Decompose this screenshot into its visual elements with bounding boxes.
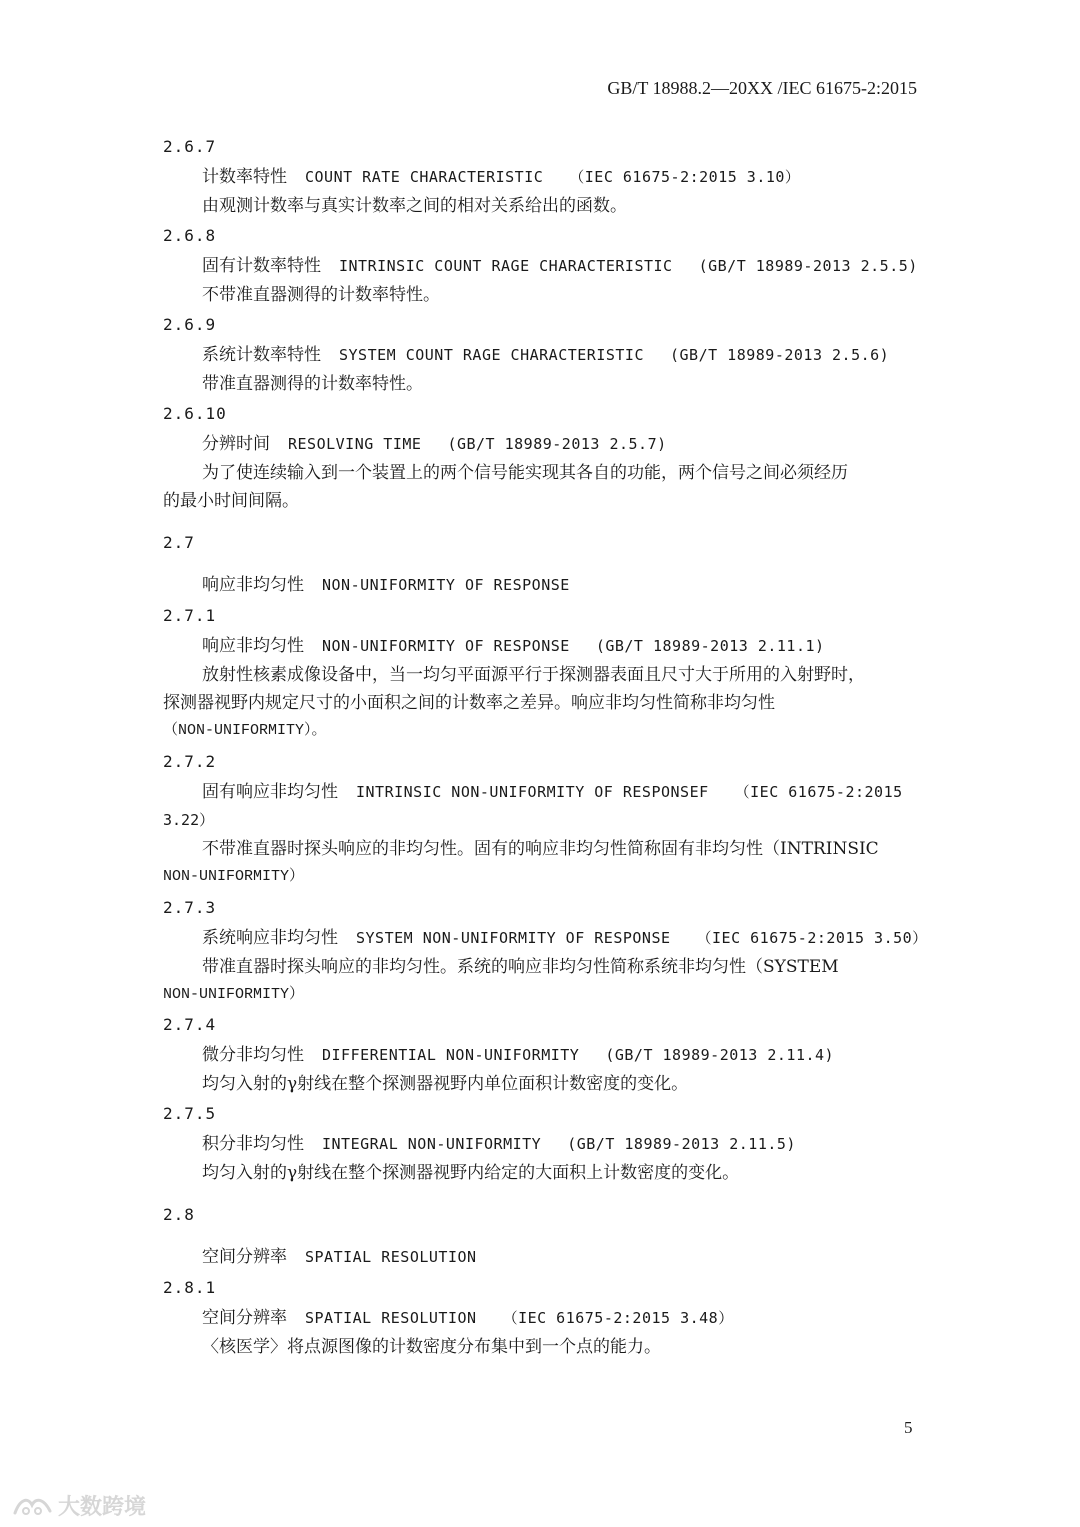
term-english: NON-UNIFORMITY OF RESPONSE	[322, 576, 570, 594]
term-source: (GB/T 18989-2013 2.5.7)	[447, 435, 667, 453]
clause-number: 2.6.10	[163, 404, 227, 423]
term-english: INTEGRAL NON-UNIFORMITY	[322, 1135, 542, 1153]
term-definition: 放射性核素成像设备中，当一均匀平面源平行于探测器表面且尺寸大于所用的入射野时，	[202, 665, 865, 685]
section-term-line	[202, 574, 570, 596]
term-definition-continued: 的最小时间间隔。	[163, 491, 299, 511]
clause-number: 2.7.1	[163, 606, 217, 625]
term-definition: 均匀入射的γ射线在整个探测器视野内单位面积计数密度的变化。	[202, 1074, 689, 1094]
term-chinese: 系统计数率特性	[202, 345, 321, 365]
term-line	[202, 781, 903, 803]
term-definition: 带准直器测得的计数率特性。	[202, 374, 423, 394]
term-source: (GB/T 18989-2013 2.5.5)	[698, 257, 918, 275]
term-source: （IEC 61675-2:2015	[734, 783, 903, 801]
term-line	[202, 635, 825, 657]
term-line	[202, 255, 918, 277]
clause-number: 2.7.4	[163, 1015, 217, 1034]
term-english: SYSTEM NON-UNIFORMITY OF RESPONSE	[356, 929, 671, 947]
term-chinese: 固有计数率特性	[202, 256, 321, 276]
term-line	[202, 433, 667, 455]
section-term-line	[202, 1246, 477, 1268]
term-definition: 由观测计数率与真实计数率之间的相对关系给出的函数。	[202, 196, 627, 216]
term-chinese: 空间分辨率	[202, 1308, 287, 1328]
watermark-text: 大数跨境	[58, 1495, 147, 1520]
clause-number: 2.8.1	[163, 1278, 217, 1297]
document-header: GB/T 18988.2—20XX /IEC 61675-2:2015	[607, 78, 917, 98]
term-definition: 带准直器时探头响应的非均匀性。系统的响应非均匀性简称系统非均匀性（SYSTEM	[202, 957, 839, 977]
term-definition: 为了使连续输入到一个装置上的两个信号能实现其各自的功能，两个信号之间必须经历	[202, 463, 848, 483]
page-number: 5	[904, 1418, 913, 1437]
term-line	[202, 927, 928, 949]
term-chinese: 积分非均匀性	[202, 1134, 304, 1154]
term-source-continued: 3.22）	[163, 811, 215, 829]
term-definition-continued: NON-UNIFORMITY）	[163, 868, 305, 885]
term-line	[202, 344, 889, 366]
term-english: DIFFERENTIAL NON-UNIFORMITY	[322, 1046, 580, 1064]
term-english: INTRINSIC COUNT RAGE CHARACTERISTIC	[339, 257, 673, 275]
term-line	[202, 1307, 734, 1329]
clause-number: 2.7.2	[163, 752, 217, 771]
clause-number: 2.7.3	[163, 898, 217, 917]
term-definition-continued: NON-UNIFORMITY）	[163, 986, 305, 1003]
term-english: COUNT RATE CHARACTERISTIC	[305, 168, 544, 186]
clause-number: 2.6.7	[163, 137, 217, 156]
term-definition: 〈核医学〉将点源图像的计数密度分布集中到一个点的能力。	[202, 1337, 661, 1357]
watermark	[12, 1490, 146, 1521]
term-source: (GB/T 18989-2013 2.11.5)	[567, 1135, 796, 1153]
term-line	[202, 1044, 834, 1066]
term-english: SYSTEM COUNT RAGE CHARACTERISTIC	[339, 346, 644, 364]
section-number: 2.8	[163, 1205, 195, 1224]
term-source: (GB/T 18989-2013 2.5.6)	[669, 346, 890, 364]
term-source: （IEC 61675-2:2015 3.48）	[502, 1309, 734, 1327]
clause-number: 2.6.8	[163, 226, 217, 245]
term-english: SPATIAL RESOLUTION	[305, 1309, 477, 1327]
term-definition-continued: （NON-UNIFORMITY）。	[163, 722, 327, 739]
term-source: （IEC 61675-2:2015 3.10）	[569, 168, 801, 186]
term-chinese: 系统响应非均匀性	[202, 928, 338, 948]
term-chinese: 分辨时间	[202, 434, 270, 454]
term-chinese: 固有响应非均匀性	[202, 782, 338, 802]
term-definition: 均匀入射的γ射线在整个探测器视野内给定的大面积上计数密度的变化。	[202, 1163, 740, 1183]
clause-number: 2.7.5	[163, 1104, 217, 1123]
term-definition: 不带准直器测得的计数率特性。	[202, 285, 440, 305]
section-number: 2.7	[163, 533, 195, 552]
term-line	[202, 166, 800, 188]
clause-number: 2.6.9	[163, 315, 217, 334]
term-definition-continued: 探测器视野内规定尺寸的小面积之间的计数率之差异。响应非均匀性简称非均匀性	[163, 693, 775, 713]
term-source: (GB/T 18989-2013 2.11.4)	[605, 1046, 835, 1064]
term-english: SPATIAL RESOLUTION	[305, 1248, 477, 1266]
term-english: INTRINSIC NON-UNIFORMITY OF RESPONSEF	[356, 783, 709, 801]
term-chinese: 空间分辨率	[202, 1247, 287, 1267]
brand-logo-icon	[12, 1493, 54, 1519]
term-chinese: 响应非均匀性	[202, 636, 304, 656]
term-chinese: 计数率特性	[202, 167, 287, 187]
term-chinese: 微分非均匀性	[202, 1045, 304, 1065]
term-line	[202, 1133, 796, 1155]
term-english: NON-UNIFORMITY OF RESPONSE	[322, 637, 570, 655]
term-source: （IEC 61675-2:2015 3.50）	[696, 929, 928, 947]
term-chinese: 响应非均匀性	[202, 575, 304, 595]
term-source: (GB/T 18989-2013 2.11.1)	[595, 637, 825, 655]
term-definition: 不带准直器时探头响应的非均匀性。固有的响应非均匀性简称固有非均匀性（INTRINSIC	[202, 839, 879, 859]
term-english: RESOLVING TIME	[288, 435, 422, 453]
